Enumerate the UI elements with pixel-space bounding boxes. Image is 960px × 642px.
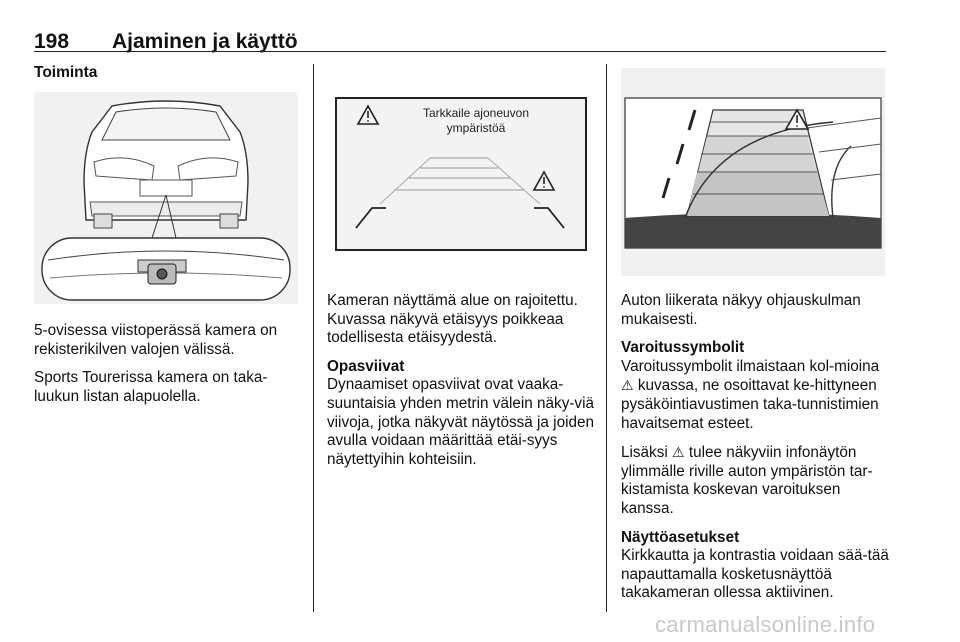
warning-triangle-icon: ⚠: [672, 444, 685, 461]
watermark: carmanualsonline.info: [655, 612, 876, 637]
figure-car-camera: [34, 92, 298, 304]
camera-area-paragraph: Kameran näyttämä alue on rajoitettu. Kuvassa näkyvä etäisyys poikkeaa todellisesta etäisyydestä.: [327, 292, 578, 347]
screen-warning-text-2: ympäristöä: [446, 121, 506, 135]
column-divider-1: [313, 64, 314, 612]
infodisplay-paragraph: [621, 443, 889, 518]
camera-location-paragraph: 5-ovisessa viistoperässä kamera on rekisterikilven valojen välissä.: [34, 322, 278, 358]
header-rule: [34, 51, 886, 52]
column-divider-2: [606, 64, 607, 612]
column-2-text: [327, 292, 597, 479]
guidelines-illustration: [621, 68, 885, 276]
guidelines-section: [327, 358, 597, 470]
display-settings-section: [621, 529, 889, 603]
infodisplay-text-b: tulee näkyviin infonäytön ylimmälle riville auton ympäristön tar-kistamista koskevan varoituksen kanssa.: [621, 444, 873, 517]
column-1-text: [34, 322, 302, 416]
infodisplay-text-a: Lisäksi: [621, 444, 668, 462]
page-header-title: Ajaminen ja käyttö: [112, 30, 298, 53]
car-rear-illustration: [34, 92, 298, 304]
display-settings-paragraph: Kirkkautta ja kontrastia voidaan sää-tää napauttamalla kosketusnäyttöä takakameran ollessa aktiivinen.: [621, 547, 889, 602]
guidelines-paragraph: Dynaamiset opasviivat ovat vaaka-suuntaisia yhden metrin välein näky-viä viivoja, jotka näkyvät näytössä ja joiden avulla voidaan määrittää etäi-syys näytettyihin kohteisiin.: [327, 376, 594, 468]
trajectory-paragraph: Auton liikerata näkyy ohjauskulman mukaisesti.: [621, 292, 861, 328]
figure-dynamic-guidelines: [621, 68, 885, 276]
warning-triangle-icon: ⚠: [621, 377, 634, 394]
section-title: Toiminta: [34, 64, 98, 81]
column-3-text: [621, 292, 889, 613]
screen-warning-text-1: Tarkkaile ajoneuvon: [422, 106, 530, 120]
page-number: 198: [34, 30, 70, 53]
sports-tourer-paragraph: Sports Tourerissa kamera on taka-luukun listan alapuolella.: [34, 369, 268, 405]
warning-symbols-text-a: Varoitussymbolit ilmaistaan kol-mioina: [621, 357, 880, 375]
camera-screen-illustration: [328, 68, 592, 276]
figure-camera-display: [328, 68, 592, 276]
display-settings-heading: Näyttöasetukset: [621, 528, 740, 546]
warning-symbols-text-b: kuvassa, ne osoittavat ke-hittyneen pysäköintiavustimen taka-tunnistimien havaitsemat esteet.: [621, 377, 879, 432]
warning-symbols-heading: Varoitussymbolit: [621, 339, 745, 357]
guidelines-heading: Opasviivat: [327, 357, 405, 375]
warning-symbols-section: [621, 339, 889, 433]
